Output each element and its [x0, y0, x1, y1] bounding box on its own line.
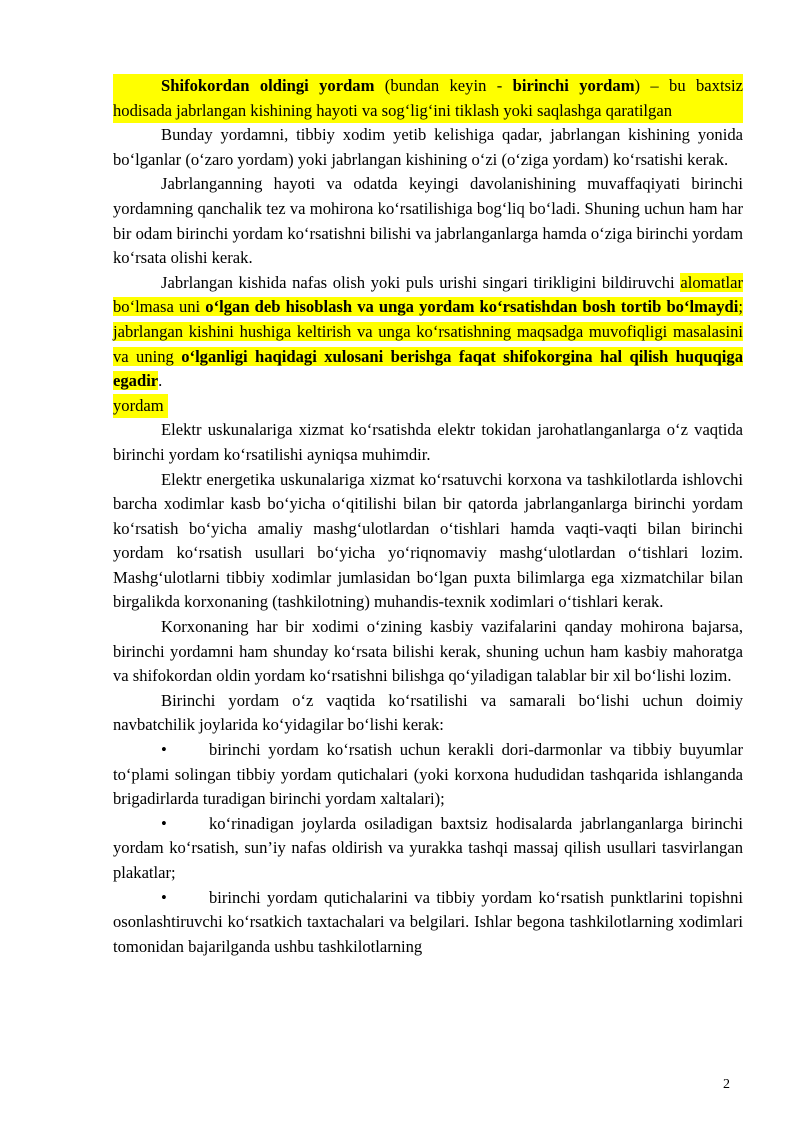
highlighted-span: alomatlar bo‘lmasa uni [113, 272, 743, 317]
list-item-text: birinchi yordam qutichalarini va tibbiy yordam ko‘rsatish punktlarini topishni osonlashtiruvchi ko‘rsatkich taxtachalari va belgilari. Ishlar begona tashkilotlarning xodimlari tomonidan bajarilganda ushbu tashkilotlarning [113, 887, 743, 956]
paragraph-no-refusal [113, 271, 743, 394]
term-first-aid: birinchi yordam [512, 76, 635, 95]
highlighted-bold-span: o‘lganligi haqidagi xulosani berishga faqat shifokorgina hal qilish huquqiga egadir [113, 346, 743, 391]
list-item [113, 812, 743, 886]
paragraph-definition [113, 74, 743, 123]
list-item [113, 886, 743, 960]
list-item [113, 738, 743, 812]
highlighted-trailing-word: yordam [113, 394, 168, 419]
paragraph-importance: Jabrlanganning hayoti va odatda keyingi davolanishining muvaffaqiyati birinchi yordamning qanchalik tez va mohirona ko‘rsatilishiga bog‘liq bo‘ladi. Shuning uchun ham har bir odam birinchi yordam ko‘rsatishni bilishi va jabrlanganlarga hamda o‘ziga birinchi yordam ko‘rsata olishi kerak. [113, 174, 743, 268]
list-item-text: birinchi yordam ko‘rsatish uchun kerakli dori-darmonlar va tibbiy buyumlar to‘plami solingan tibbiy yordam qutichalari (yoki korxona hududidan tashqarida ishlanganda brigadirlarda turadigan birinchi yordam xaltalari); [113, 740, 743, 809]
bullet-icon: • [161, 740, 167, 760]
text-span: ) – bu baxtsiz hodisada jabrlangan kishining hayoti va sog‘lig‘ini tiklash yoki saqlashga qaratilgan [113, 76, 743, 120]
term-first-aid-predoctor: Shifokordan oldingi yordam [161, 76, 375, 95]
paragraph-duty-stations: Birinchi yordam o‘z vaqtida ko‘rsatilishi va samarali bo‘lishi uchun doimiy navbatchilik joylarida ko‘yidagilar bo‘lishi kerak: [113, 690, 743, 735]
highlighted-span: ; jabrlangan kishini hushiga keltirish va unga ko‘rsatishning maqsadga muvofiqligi masalasini va uning [113, 297, 743, 366]
paragraph-who-provides: Bunday yordamni, tibbiy xodim yetib kelishiga qadar, jabrlangan kishining yonida bo‘lganlar (o‘zaro yordam) yoki jabrlangan kishining o‘zi (o‘ziga yordam) ko‘rsatishi kerak. [113, 125, 743, 169]
paragraph-training: Elektr energetika uskunalariga xizmat ko‘rsatuvchi korxona va tashkilotlarda ishlovchi barcha xodimlar kasb bo‘yicha o‘qitilishi bilan bir qatorda jabrlanganlarga birinchi yordam ko‘rsatish bo‘yicha amaliy mashg‘ulotlardan o‘tishlari hamda vaqti-vaqti bilan birinchi yordam ko‘rsatish usullari bo‘yicha yo‘riqnomaviy mashg‘ulotlardan o‘tishlari lozim. Mashg‘ulotlarni tibbiy xodimlar jumlasidan bo‘lgan puxta bilimlarga ega xizmatchilar bilan birgalikda korxonaning (tashkilotning) muhandis-texnik xodimlari o‘tishlari kerak. [113, 469, 743, 612]
document-page [113, 74, 743, 959]
text-span: . [158, 371, 163, 391]
bullet-icon: • [161, 813, 167, 833]
list-item-text: ko‘rinadigan joylarda osiladigan baxtsiz hodisalarda jabrlanganlarga birinchi yordam ko‘rsatish, sun’iy nafas oldirish va yurakka tashqi massaj qilish usullari tasvirlangan plakatlar; [113, 813, 743, 882]
paragraph-skill-requirements: Korxonaning har bir xodimi o‘zining kasbiy vazifalarini qanday mohirona bajarsa, birinchi yordamni ham shunday ko‘rsata bilishi kerak, shuning uchun ham kasbiy mahoratga va shifokordan oldin yordam ko‘rsatishni bilishga qo‘yiladigan talablar bir xil bo‘lishi lozim. [113, 617, 743, 686]
text-span: (bundan keyin - [374, 76, 513, 95]
paragraph-electric-injury: Elektr uskunalariga xizmat ko‘rsatishda elektr tokidan jarohatlanganlarga o‘z vaqtida birinchi yordam ko‘rsatilishi ayniqsa muhimdir. [113, 420, 743, 464]
page-number: 2 [723, 1077, 730, 1092]
bullet-icon: • [161, 887, 167, 907]
trailing-line [113, 394, 743, 419]
highlighted-bold-span: o‘lgan deb hisoblash va unga yordam ko‘rsatishdan bosh tortib bo‘lmaydi [205, 297, 739, 317]
text-span: Jabrlangan kishida nafas olish yoki puls urishi singari tirikligini bildiruvchi [161, 272, 681, 292]
